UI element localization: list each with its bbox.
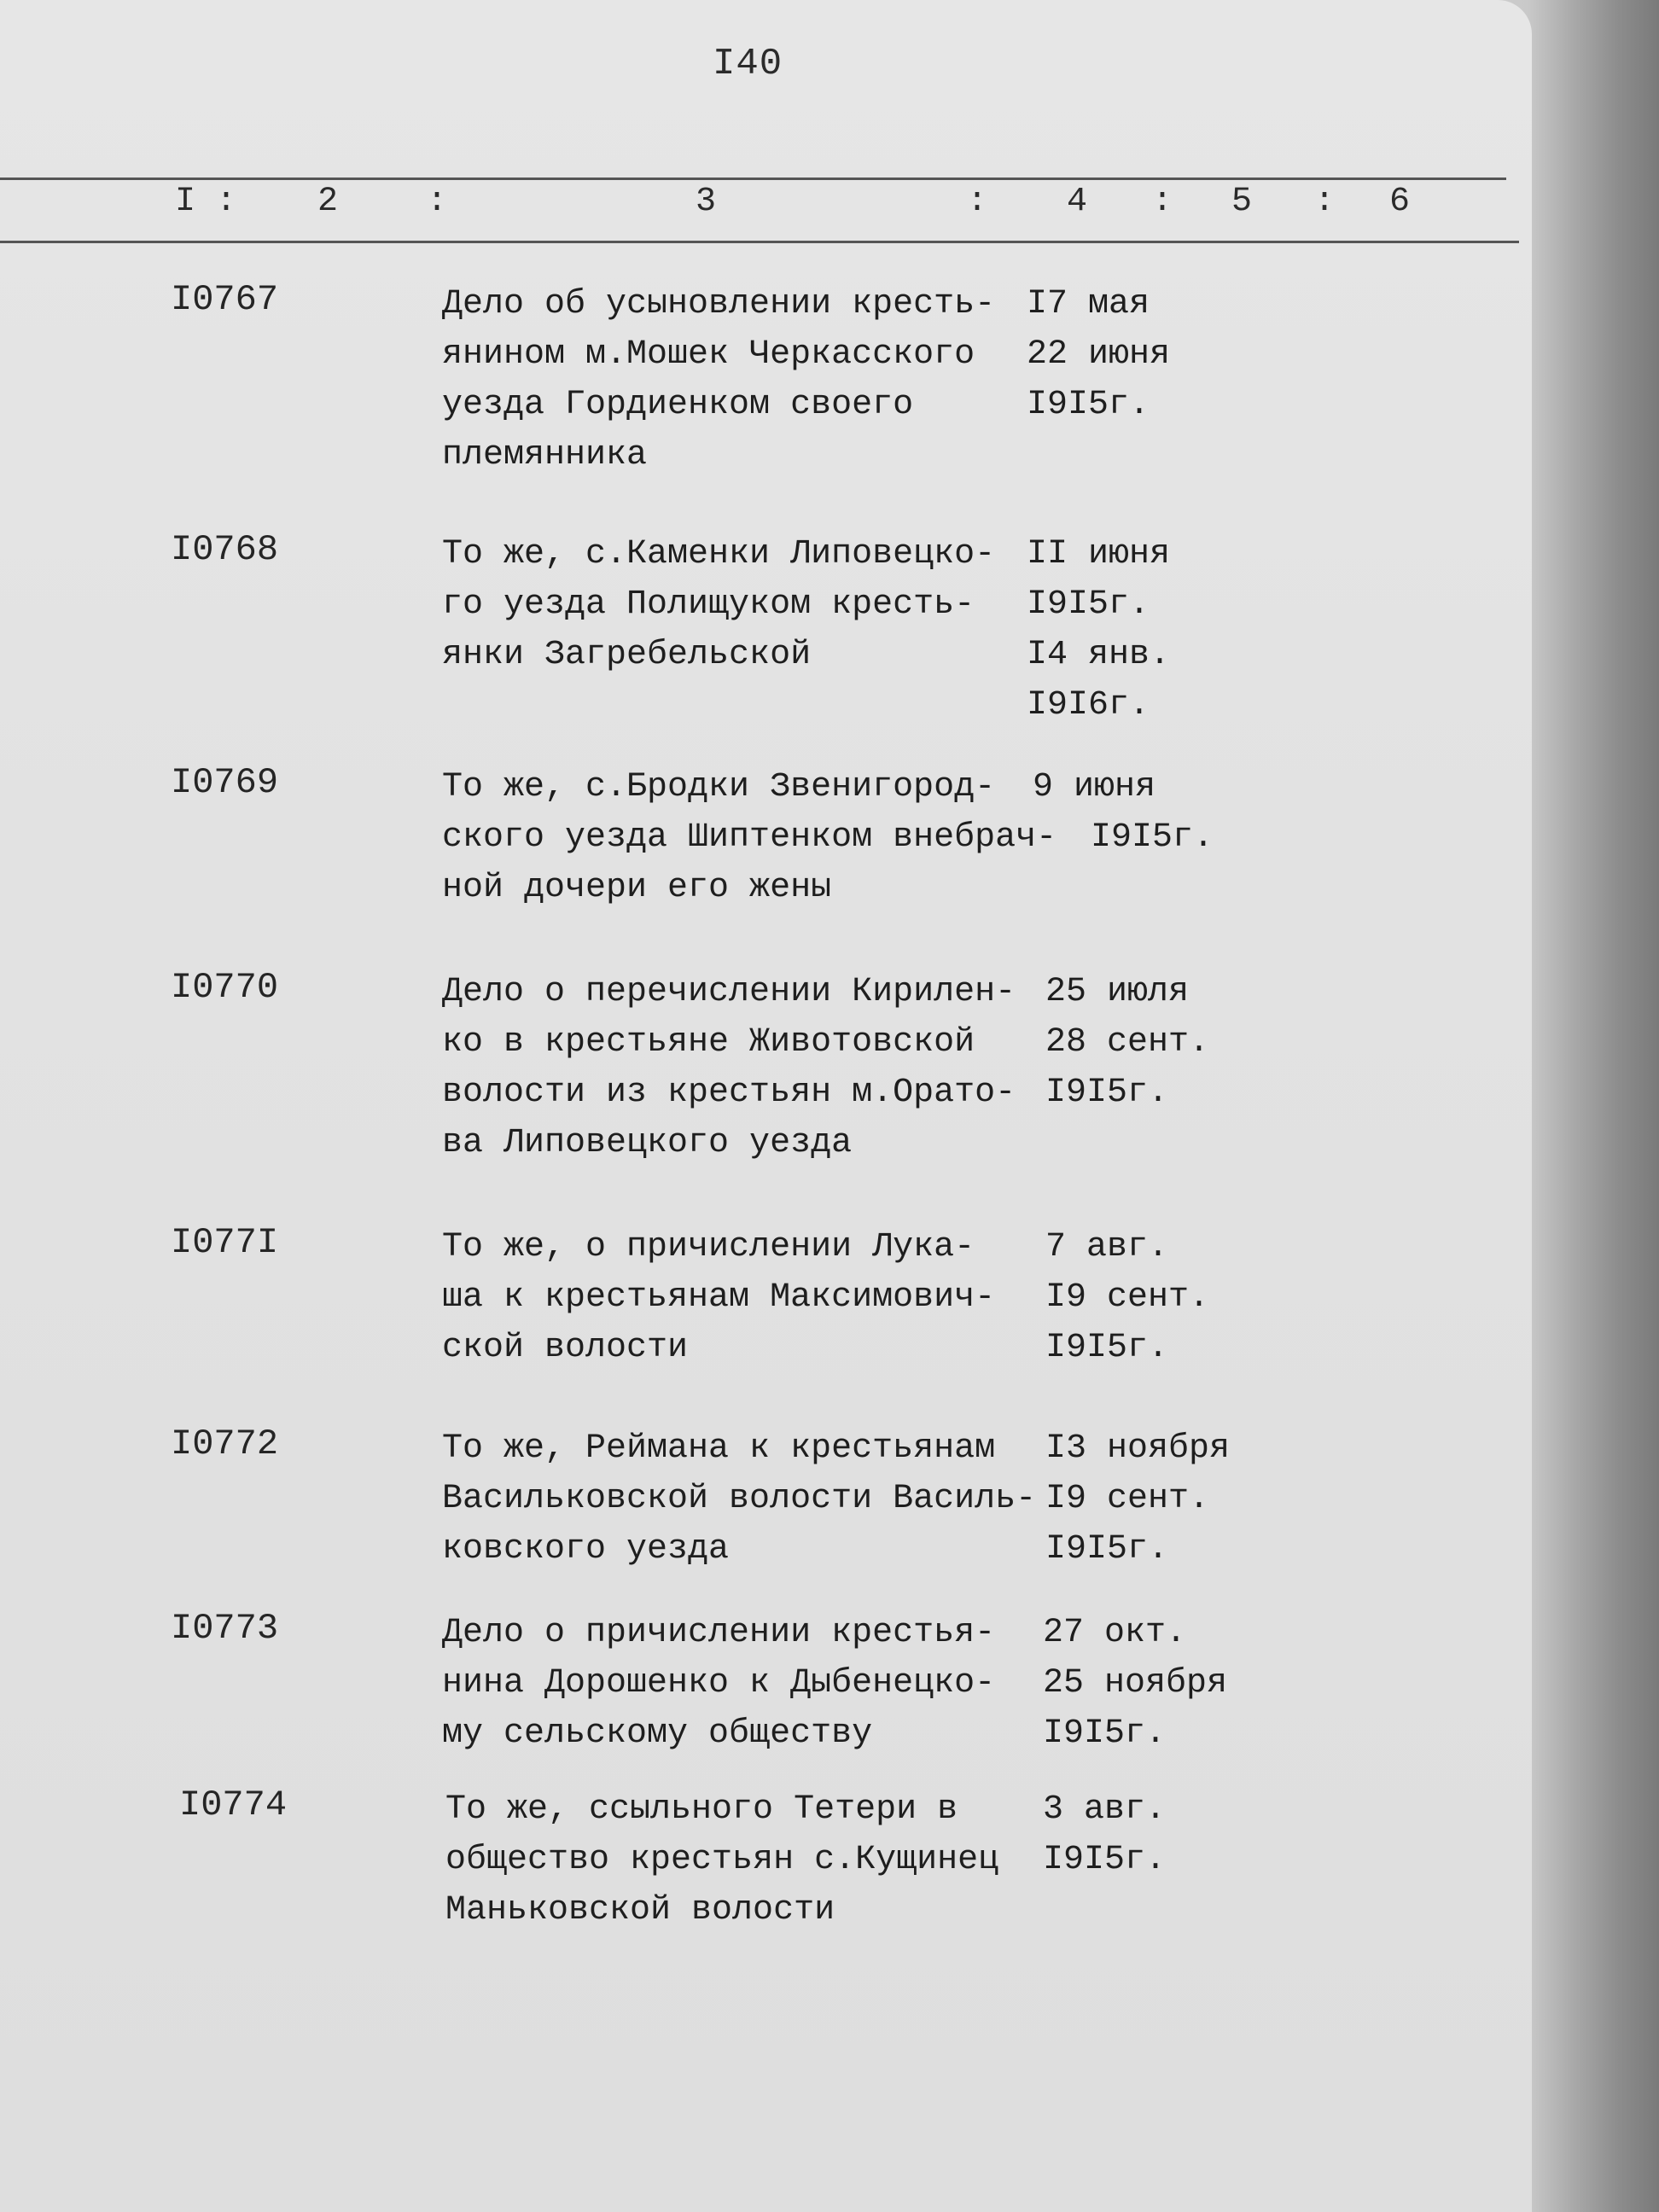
column-separator: : (967, 183, 988, 221)
case-number: I077I (171, 1222, 279, 1263)
case-description (445, 1784, 998, 1936)
description-line: Дело об усыновлении кресть- (442, 285, 996, 323)
date-line: 7 авг. (1045, 1228, 1169, 1266)
date-line: 25 ноября (1043, 1664, 1228, 1703)
description-line: Маньковской волости (445, 1891, 835, 1930)
description-line: го уезда Полищуком кресть- (442, 585, 975, 624)
date-line: 27 окт. (1043, 1614, 1187, 1652)
date-line: I9I5г. (1091, 818, 1214, 857)
column-header-4: 4 (1067, 183, 1088, 221)
date-line: I7 мая (1027, 285, 1150, 323)
page-edge-shadow (1528, 0, 1659, 2212)
case-dates (1027, 279, 1170, 430)
date-line: 3 авг. (1043, 1790, 1167, 1829)
case-dates (1043, 1784, 1166, 1885)
column-separator: : (1314, 183, 1336, 221)
case-number: I0773 (171, 1608, 279, 1649)
column-header-3: 3 (696, 183, 717, 221)
case-description (442, 967, 1016, 1168)
date-line: I9I5г. (1027, 386, 1150, 424)
description-line: То же, Реймана к крестьянам (442, 1429, 996, 1468)
description-line: ского уезда Шиптенком внебрач- (442, 818, 1057, 857)
case-number: I0772 (171, 1423, 279, 1464)
description-line: му сельскому обществу (442, 1714, 873, 1753)
page-number: I40 (713, 43, 783, 85)
case-description (442, 1222, 995, 1373)
case-description (442, 529, 995, 680)
description-line: Дело о перечислении Кирилен- (442, 973, 1016, 1011)
case-number: I0768 (171, 529, 279, 570)
date-line: I9I5г. (1027, 585, 1150, 624)
case-dates (1045, 1222, 1209, 1373)
description-line: ша к крестьянам Максимович- (442, 1278, 996, 1317)
case-description (442, 762, 1057, 913)
description-line: То же, о причислении Лука- (442, 1228, 975, 1266)
column-separator: : (427, 183, 448, 221)
description-line: То же, ссыльного Тетери в (445, 1790, 958, 1829)
description-line: янином м.Мошек Черкасского (442, 335, 975, 374)
description-line: ской волости (442, 1329, 689, 1367)
case-dates (1045, 1423, 1230, 1575)
case-description (442, 279, 995, 480)
column-header-5: 5 (1231, 183, 1253, 221)
description-line: общество крестьян с.Кущинец (445, 1841, 999, 1879)
column-separator: : (1152, 183, 1173, 221)
date-line: I9I5г. (1043, 1841, 1167, 1879)
case-description (442, 1608, 995, 1759)
date-line: I3 ноября (1045, 1429, 1231, 1468)
date-line: I9I5г. (1045, 1074, 1169, 1112)
case-dates (1045, 967, 1209, 1118)
column-header-6: 6 (1389, 183, 1411, 221)
description-line: ковского уезда (442, 1530, 730, 1569)
description-line: нина Дорошенко к Дыбенецко- (442, 1664, 996, 1703)
case-dates (1043, 1608, 1227, 1759)
date-line: 9 июня (1033, 768, 1156, 806)
case-description (442, 1423, 1036, 1575)
description-line: племянника (442, 436, 648, 474)
description-line: ко в крестьяне Животовской (442, 1023, 975, 1062)
description-line: ной дочери его жены (442, 869, 832, 907)
case-number: I0769 (171, 762, 279, 803)
header-rule-top (0, 178, 1506, 180)
date-line: I9I5г. (1043, 1714, 1167, 1753)
description-line: Дело о причислении крестья- (442, 1614, 996, 1652)
date-line: II июня (1027, 535, 1171, 573)
date-line: 28 сент. (1045, 1023, 1210, 1062)
date-line: I9I5г. (1045, 1329, 1169, 1367)
date-line: 25 июля (1045, 973, 1190, 1011)
date-line: I9I6г. (1027, 686, 1150, 725)
case-number: I0770 (171, 967, 279, 1008)
date-line: 22 июня (1027, 335, 1171, 374)
description-line: Васильковской волости Василь- (442, 1480, 1037, 1518)
header-rule-bottom (0, 241, 1519, 243)
case-number: I0767 (171, 279, 279, 320)
description-line: волости из крестьян м.Орато- (442, 1074, 1016, 1112)
case-dates (1033, 762, 1214, 863)
case-number: I0774 (179, 1784, 288, 1825)
case-dates (1027, 529, 1170, 731)
date-line: I9 сент. (1045, 1278, 1210, 1317)
date-line: I9I5г. (1045, 1530, 1169, 1569)
description-line: То же, с.Каменки Липовецко- (442, 535, 996, 573)
date-line: I4 янв. (1027, 636, 1171, 674)
description-line: ва Липовецкого уезда (442, 1124, 853, 1162)
description-line: янки Загребельской (442, 636, 812, 674)
column-header-2: 2 (317, 183, 339, 221)
date-line: I9 сент. (1045, 1480, 1210, 1518)
column-header-1: I : (175, 183, 237, 221)
description-line: То же, с.Бродки Звенигород- (442, 768, 996, 806)
description-line: уезда Гордиенком своего (442, 386, 914, 424)
